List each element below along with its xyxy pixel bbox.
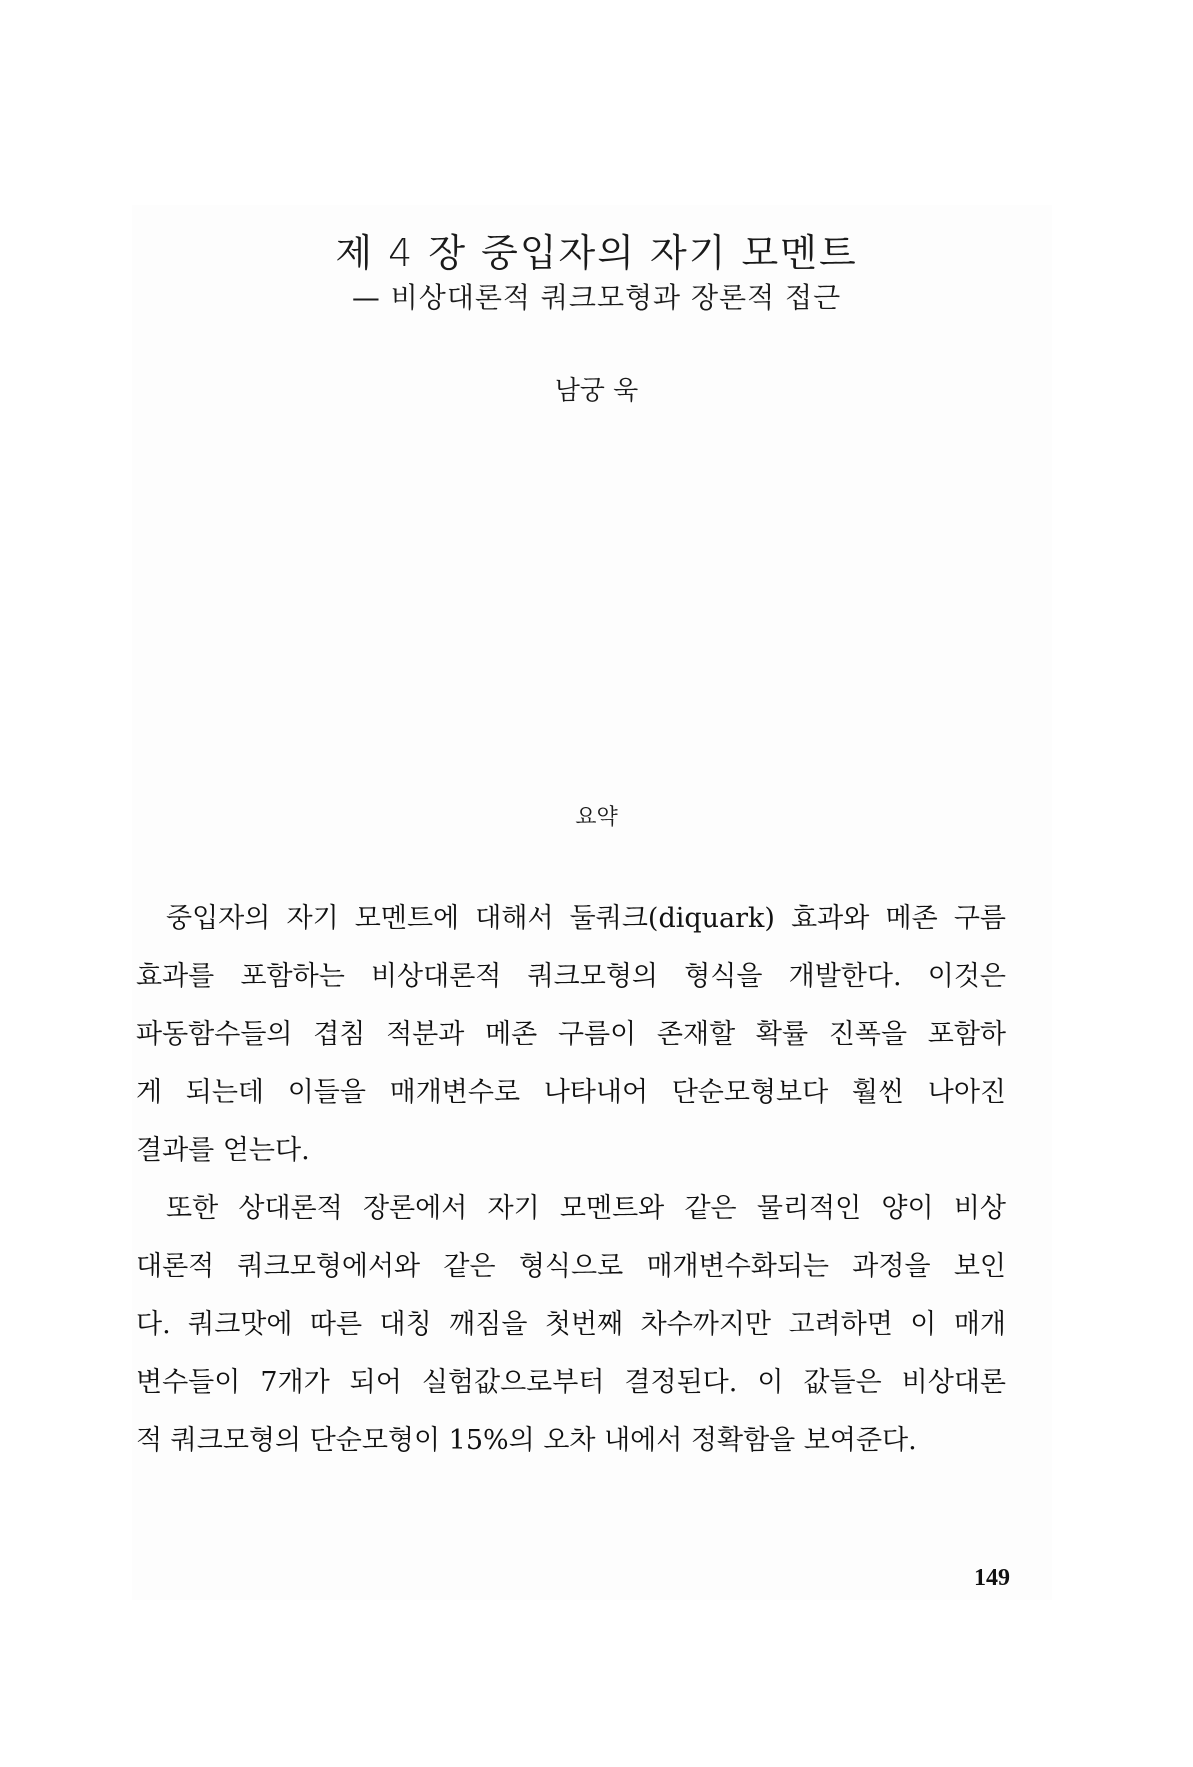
chapter-subtitle: — 비상대론적 쿼크모형과 장론적 접근 [351,281,842,314]
abstract-body [136,890,1006,1470]
abstract-line: 효과를 포함하는 비상대론적 쿼크모형의 형식을 개발한다. 이것은 [136,961,1006,992]
abstract-line: 대론적 쿼크모형에서와 같은 형식으로 매개변수화되는 과정을 보인 [136,1251,1006,1282]
abstract-line: 또한 상대론적 장론에서 자기 모멘트와 같은 물리적인 양이 비상 [166,1193,1006,1224]
abstract-line: 중입자의 자기 모멘트에 대해서 둘쿼크(diquark) 효과와 메존 구름 [166,903,1006,934]
abstract-heading: 요약 [575,805,618,830]
chapter-title: 제 4 장 중입자의 자기 모멘트 [335,231,858,275]
abstract-line: 변수들이 7개가 되어 실험값으로부터 결정된다. 이 값들은 비상대론 [136,1367,1006,1398]
abstract-line: 파동함수들의 겹침 적분과 메존 구름이 존재할 확률 진폭을 포함하 [136,1019,1006,1050]
author-name: 남궁 욱 [554,376,639,406]
abstract-line: 다. 쿼크맛에 따른 대칭 깨짐을 첫번째 차수까지만 고려하면 이 매개 [136,1309,1006,1340]
abstract-line: 결과를 얻는다. [136,1135,310,1166]
abstract-line: 적 쿼크모형의 단순모형이 15%의 오차 내에서 정확함을 보여준다. [136,1425,917,1456]
abstract-line: 게 되는데 이들을 매개변수로 나타내어 단순모형보다 훨씬 나아진 [136,1077,1006,1108]
page-number: 149 [974,1565,1010,1591]
